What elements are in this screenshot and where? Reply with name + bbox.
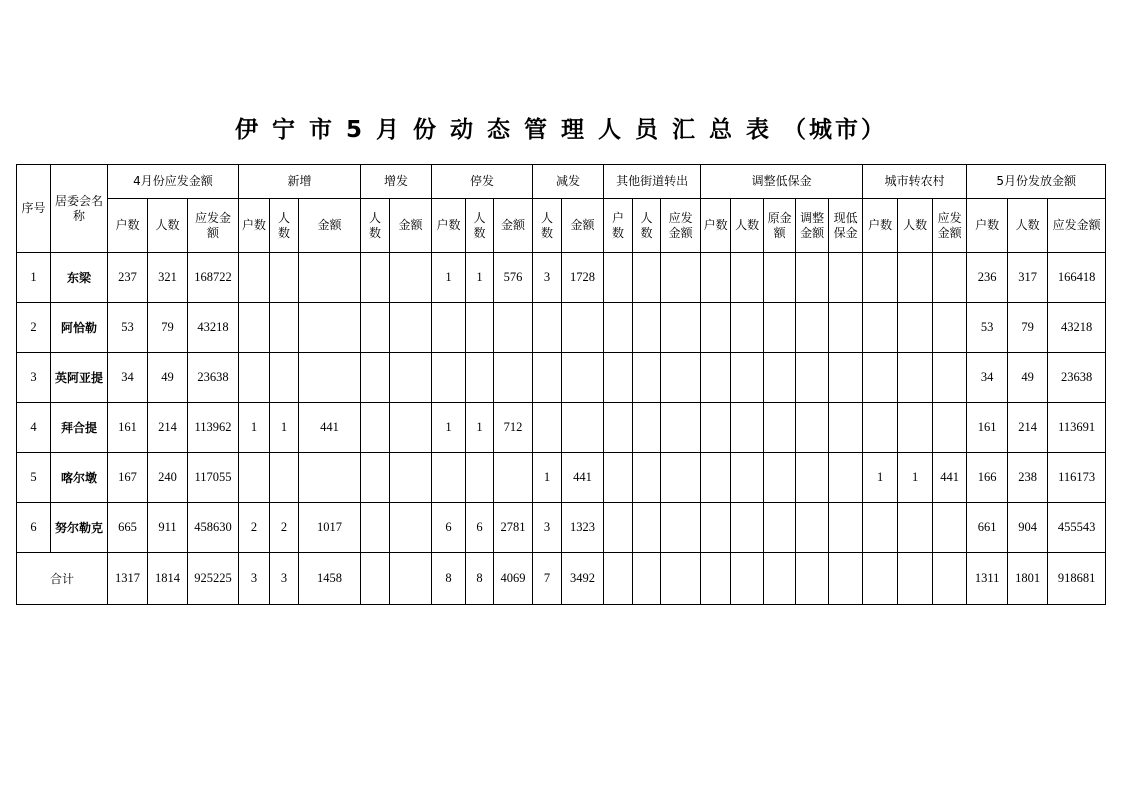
cell-adjust-original-amount — [764, 403, 796, 453]
cell-total-may-amount: 918681 — [1048, 553, 1106, 605]
header-adjust-households: 户数 — [701, 199, 731, 253]
table-row — [17, 403, 1106, 453]
header-april-households: 户数 — [108, 199, 148, 253]
header-group-transfer-out: 其他街道转出 — [604, 165, 701, 199]
table-row — [17, 353, 1106, 403]
header-transfer-out-households-label: 户数 — [612, 210, 625, 240]
header-transfer-out-persons — [633, 199, 661, 253]
cell-april-households: 53 — [108, 303, 148, 353]
page-title: 伊 宁 市 5 月 份 动 态 管 理 人 员 汇 总 表 （城市） — [234, 117, 888, 143]
header-committee-name-label: 居委会名称 — [54, 193, 103, 223]
header-april-amount-label: 应发金额 — [194, 210, 231, 240]
cell-adjust-original-amount — [764, 453, 796, 503]
cell-new-persons — [270, 253, 299, 303]
cell-total-stopped-persons: 8 — [466, 553, 494, 605]
header-may-persons: 人数 — [1008, 199, 1048, 253]
cell-adjust-adjusted-amount — [796, 353, 829, 403]
cell-adjust-persons — [731, 503, 764, 553]
cell-urban-to-rural-amount — [933, 353, 967, 403]
cell-total-increase-amount — [390, 553, 432, 605]
cell-urban-to-rural-persons — [898, 253, 933, 303]
cell-decrease-amount: 441 — [562, 453, 604, 503]
cell-may-persons: 904 — [1008, 503, 1048, 553]
cell-stopped-persons — [466, 303, 494, 353]
cell-stopped-amount: 712 — [494, 403, 533, 453]
cell-stopped-households — [432, 353, 466, 403]
cell-new-households — [239, 303, 270, 353]
cell-adjust-households — [701, 453, 731, 503]
header-row-groups — [17, 165, 1106, 199]
header-increase-amount: 金额 — [390, 199, 432, 253]
cell-adjust-current-amount — [829, 453, 863, 503]
cell-committee-name: 阿恰勒 — [51, 303, 108, 353]
cell-new-amount — [299, 303, 361, 353]
header-may-households: 户数 — [967, 199, 1008, 253]
header-stopped-persons — [466, 199, 494, 253]
header-group-may: 5月份发放金额 — [967, 165, 1106, 199]
header-increase-persons — [361, 199, 390, 253]
cell-seq: 6 — [17, 503, 51, 553]
cell-stopped-amount — [494, 353, 533, 403]
cell-increase-persons — [361, 303, 390, 353]
cell-transfer-out-persons — [633, 403, 661, 453]
cell-adjust-original-amount — [764, 303, 796, 353]
cell-stopped-persons — [466, 453, 494, 503]
cell-adjust-current-amount — [829, 353, 863, 403]
cell-decrease-amount — [562, 353, 604, 403]
table-body — [17, 253, 1106, 605]
table-row — [17, 303, 1106, 353]
cell-new-households: 2 — [239, 503, 270, 553]
cell-decrease-persons: 1 — [533, 453, 562, 503]
cell-urban-to-rural-amount — [933, 303, 967, 353]
cell-may-persons: 214 — [1008, 403, 1048, 453]
cell-may-persons: 238 — [1008, 453, 1048, 503]
header-transfer-out-amount — [661, 199, 701, 253]
cell-new-persons: 2 — [270, 503, 299, 553]
cell-adjust-households — [701, 303, 731, 353]
cell-total-transfer-out-households — [604, 553, 633, 605]
cell-total-april-persons: 1814 — [148, 553, 188, 605]
header-row-columns — [17, 199, 1106, 253]
cell-may-households: 166 — [967, 453, 1008, 503]
cell-transfer-out-amount — [661, 353, 701, 403]
cell-total-adjust-adjusted-amount — [796, 553, 829, 605]
cell-transfer-out-households — [604, 453, 633, 503]
header-group-new: 新增 — [239, 165, 361, 199]
cell-total-decrease-persons: 7 — [533, 553, 562, 605]
cell-increase-persons — [361, 403, 390, 453]
cell-adjust-original-amount — [764, 253, 796, 303]
table-row — [17, 453, 1106, 503]
header-group-decrease: 减发 — [533, 165, 604, 199]
cell-total-stopped-households: 8 — [432, 553, 466, 605]
cell-adjust-persons — [731, 403, 764, 453]
cell-transfer-out-amount — [661, 503, 701, 553]
cell-new-persons — [270, 303, 299, 353]
cell-increase-persons — [361, 453, 390, 503]
cell-new-amount: 441 — [299, 403, 361, 453]
cell-new-amount — [299, 353, 361, 403]
cell-seq: 4 — [17, 403, 51, 453]
cell-committee-name: 拜合提 — [51, 403, 108, 453]
cell-transfer-out-households — [604, 353, 633, 403]
header-seq: 序号 — [17, 165, 51, 253]
header-adjust-adjusted-amount — [796, 199, 829, 253]
cell-april-households: 237 — [108, 253, 148, 303]
cell-new-amount — [299, 453, 361, 503]
cell-may-households: 236 — [967, 253, 1008, 303]
cell-stopped-households — [432, 453, 466, 503]
cell-increase-amount — [390, 253, 432, 303]
cell-increase-persons — [361, 353, 390, 403]
cell-adjust-original-amount — [764, 353, 796, 403]
cell-april-persons: 214 — [148, 403, 188, 453]
cell-total-transfer-out-amount — [661, 553, 701, 605]
header-adjust-current-amount — [829, 199, 863, 253]
cell-urban-to-rural-amount: 441 — [933, 453, 967, 503]
cell-urban-to-rural-persons — [898, 303, 933, 353]
cell-total-may-persons: 1801 — [1008, 553, 1048, 605]
header-stopped-amount: 金额 — [494, 199, 533, 253]
cell-may-amount: 23638 — [1048, 353, 1106, 403]
header-new-persons-label: 人数 — [277, 210, 290, 240]
cell-new-households: 1 — [239, 403, 270, 453]
cell-may-households: 34 — [967, 353, 1008, 403]
cell-urban-to-rural-persons: 1 — [898, 453, 933, 503]
cell-decrease-amount — [562, 403, 604, 453]
cell-new-persons: 1 — [270, 403, 299, 453]
cell-total-april-households: 1317 — [108, 553, 148, 605]
cell-transfer-out-persons — [633, 503, 661, 553]
cell-decrease-amount: 1728 — [562, 253, 604, 303]
cell-stopped-amount: 576 — [494, 253, 533, 303]
header-new-households: 户数 — [239, 199, 270, 253]
header-transfer-out-amount-label: 应发金额 — [668, 210, 693, 240]
cell-may-amount: 455543 — [1048, 503, 1106, 553]
cell-stopped-households: 6 — [432, 503, 466, 553]
cell-stopped-households: 1 — [432, 403, 466, 453]
summary-table — [16, 164, 1106, 605]
cell-stopped-persons: 6 — [466, 503, 494, 553]
header-april-amount — [188, 199, 239, 253]
cell-urban-to-rural-amount — [933, 403, 967, 453]
cell-new-households — [239, 253, 270, 303]
cell-total-adjust-households — [701, 553, 731, 605]
cell-committee-name: 努尔勒克 — [51, 503, 108, 553]
cell-total-increase-persons — [361, 553, 390, 605]
cell-april-households: 665 — [108, 503, 148, 553]
cell-transfer-out-households — [604, 503, 633, 553]
cell-may-amount: 116173 — [1048, 453, 1106, 503]
cell-transfer-out-households — [604, 303, 633, 353]
header-group-adjust: 调整低保金 — [701, 165, 863, 199]
header-stopped-households: 户数 — [432, 199, 466, 253]
cell-adjust-households — [701, 403, 731, 453]
cell-stopped-amount — [494, 303, 533, 353]
cell-may-households: 661 — [967, 503, 1008, 553]
cell-urban-to-rural-households — [863, 503, 898, 553]
cell-april-persons: 911 — [148, 503, 188, 553]
cell-may-persons: 49 — [1008, 353, 1048, 403]
cell-seq: 5 — [17, 453, 51, 503]
table-row — [17, 253, 1106, 303]
cell-transfer-out-persons — [633, 253, 661, 303]
cell-urban-to-rural-persons — [898, 403, 933, 453]
cell-increase-amount — [390, 303, 432, 353]
cell-transfer-out-amount — [661, 303, 701, 353]
cell-adjust-current-amount — [829, 503, 863, 553]
cell-adjust-adjusted-amount — [796, 453, 829, 503]
cell-stopped-households: 1 — [432, 253, 466, 303]
cell-april-persons: 321 — [148, 253, 188, 303]
cell-adjust-current-amount — [829, 253, 863, 303]
cell-adjust-adjusted-amount — [796, 503, 829, 553]
cell-stopped-amount — [494, 453, 533, 503]
cell-adjust-persons — [731, 303, 764, 353]
header-adjust-adjusted-amount-label: 调整金额 — [800, 210, 825, 240]
cell-increase-amount — [390, 503, 432, 553]
cell-adjust-households — [701, 503, 731, 553]
cell-new-households — [239, 453, 270, 503]
cell-may-persons: 79 — [1008, 303, 1048, 353]
header-adjust-original-amount — [764, 199, 796, 253]
cell-total-new-amount: 1458 — [299, 553, 361, 605]
cell-total-adjust-current-amount — [829, 553, 863, 605]
cell-decrease-persons: 3 — [533, 503, 562, 553]
cell-increase-persons — [361, 503, 390, 553]
cell-increase-amount — [390, 453, 432, 503]
header-new-amount: 金额 — [299, 199, 361, 253]
cell-urban-to-rural-households — [863, 353, 898, 403]
cell-decrease-persons: 3 — [533, 253, 562, 303]
cell-total-decrease-amount: 3492 — [562, 553, 604, 605]
cell-april-amount: 23638 — [188, 353, 239, 403]
cell-total-new-households: 3 — [239, 553, 270, 605]
header-group-april: 4月份应发金额 — [108, 165, 239, 199]
cell-decrease-persons — [533, 353, 562, 403]
header-adjust-original-amount-label: 原金额 — [767, 210, 792, 240]
header-group-stopped: 停发 — [432, 165, 533, 199]
cell-seq: 2 — [17, 303, 51, 353]
cell-adjust-households — [701, 253, 731, 303]
cell-may-amount: 113691 — [1048, 403, 1106, 453]
header-april-persons: 人数 — [148, 199, 188, 253]
cell-adjust-persons — [731, 253, 764, 303]
header-urban-to-rural-persons: 人数 — [898, 199, 933, 253]
cell-adjust-adjusted-amount — [796, 403, 829, 453]
cell-urban-to-rural-amount — [933, 503, 967, 553]
cell-total-urban-to-rural-persons — [898, 553, 933, 605]
header-increase-persons-label: 人数 — [369, 210, 382, 240]
cell-urban-to-rural-amount — [933, 253, 967, 303]
header-urban-to-rural-households: 户数 — [863, 199, 898, 253]
cell-adjust-current-amount — [829, 403, 863, 453]
cell-april-amount: 168722 — [188, 253, 239, 303]
header-adjust-persons: 人数 — [731, 199, 764, 253]
header-urban-to-rural-amount-label: 应发金额 — [937, 210, 962, 240]
cell-decrease-persons — [533, 403, 562, 453]
cell-increase-amount — [390, 403, 432, 453]
header-transfer-out-households — [604, 199, 633, 253]
cell-decrease-amount — [562, 303, 604, 353]
cell-april-households: 167 — [108, 453, 148, 503]
header-group-urban-to-rural: 城市转农村 — [863, 165, 967, 199]
cell-urban-to-rural-households — [863, 303, 898, 353]
cell-april-amount: 117055 — [188, 453, 239, 503]
cell-stopped-persons: 1 — [466, 403, 494, 453]
table-row — [17, 503, 1106, 553]
cell-total-adjust-original-amount — [764, 553, 796, 605]
cell-new-persons — [270, 453, 299, 503]
cell-april-amount: 43218 — [188, 303, 239, 353]
cell-adjust-persons — [731, 453, 764, 503]
cell-total-transfer-out-persons — [633, 553, 661, 605]
cell-total-stopped-amount: 4069 — [494, 553, 533, 605]
cell-stopped-amount: 2781 — [494, 503, 533, 553]
cell-total-adjust-persons — [731, 553, 764, 605]
cell-total-new-persons: 3 — [270, 553, 299, 605]
cell-committee-name: 英阿亚提 — [51, 353, 108, 403]
header-group-increase: 增发 — [361, 165, 432, 199]
cell-april-households: 161 — [108, 403, 148, 453]
header-decrease-persons-label: 人数 — [541, 210, 554, 240]
cell-urban-to-rural-persons — [898, 503, 933, 553]
cell-stopped-persons — [466, 353, 494, 403]
header-committee-name — [51, 165, 108, 253]
cell-may-persons: 317 — [1008, 253, 1048, 303]
cell-transfer-out-amount — [661, 253, 701, 303]
cell-urban-to-rural-persons — [898, 353, 933, 403]
cell-april-persons: 240 — [148, 453, 188, 503]
cell-transfer-out-households — [604, 253, 633, 303]
cell-transfer-out-persons — [633, 303, 661, 353]
cell-adjust-current-amount — [829, 303, 863, 353]
header-stopped-persons-label: 人数 — [473, 210, 486, 240]
header-may-amount: 应发金额 — [1048, 199, 1106, 253]
cell-april-households: 34 — [108, 353, 148, 403]
cell-committee-name: 东梁 — [51, 253, 108, 303]
cell-new-households — [239, 353, 270, 403]
header-urban-to-rural-amount — [933, 199, 967, 253]
cell-transfer-out-households — [604, 403, 633, 453]
cell-adjust-original-amount — [764, 503, 796, 553]
cell-total-may-households: 1311 — [967, 553, 1008, 605]
cell-committee-name: 喀尔墩 — [51, 453, 108, 503]
cell-transfer-out-amount — [661, 453, 701, 503]
cell-stopped-persons: 1 — [466, 253, 494, 303]
cell-increase-persons — [361, 253, 390, 303]
header-decrease-persons — [533, 199, 562, 253]
cell-stopped-households — [432, 303, 466, 353]
header-adjust-current-amount-label: 现低保金 — [833, 210, 858, 240]
cell-urban-to-rural-households — [863, 403, 898, 453]
cell-transfer-out-persons — [633, 353, 661, 403]
cell-total-urban-to-rural-amount — [933, 553, 967, 605]
cell-increase-amount — [390, 353, 432, 403]
cell-total-label: 合计 — [17, 553, 108, 605]
cell-adjust-adjusted-amount — [796, 253, 829, 303]
cell-urban-to-rural-households — [863, 253, 898, 303]
cell-new-amount: 1017 — [299, 503, 361, 553]
cell-may-amount: 166418 — [1048, 253, 1106, 303]
cell-may-households: 161 — [967, 403, 1008, 453]
cell-april-amount: 113962 — [188, 403, 239, 453]
cell-may-households: 53 — [967, 303, 1008, 353]
cell-new-persons — [270, 353, 299, 403]
cell-april-persons: 49 — [148, 353, 188, 403]
total-row — [17, 553, 1106, 605]
header-new-persons — [270, 199, 299, 253]
table-header — [17, 165, 1106, 253]
cell-transfer-out-persons — [633, 453, 661, 503]
cell-transfer-out-amount — [661, 403, 701, 453]
cell-total-april-amount: 925225 — [188, 553, 239, 605]
header-transfer-out-persons-label: 人数 — [640, 210, 653, 240]
cell-new-amount — [299, 253, 361, 303]
header-decrease-amount: 金额 — [562, 199, 604, 253]
cell-decrease-persons — [533, 303, 562, 353]
cell-may-amount: 43218 — [1048, 303, 1106, 353]
cell-seq: 3 — [17, 353, 51, 403]
cell-april-amount: 458630 — [188, 503, 239, 553]
cell-urban-to-rural-households: 1 — [863, 453, 898, 503]
cell-adjust-households — [701, 353, 731, 403]
cell-seq: 1 — [17, 253, 51, 303]
cell-decrease-amount: 1323 — [562, 503, 604, 553]
cell-total-urban-to-rural-households — [863, 553, 898, 605]
cell-adjust-persons — [731, 353, 764, 403]
cell-april-persons: 79 — [148, 303, 188, 353]
cell-adjust-adjusted-amount — [796, 303, 829, 353]
